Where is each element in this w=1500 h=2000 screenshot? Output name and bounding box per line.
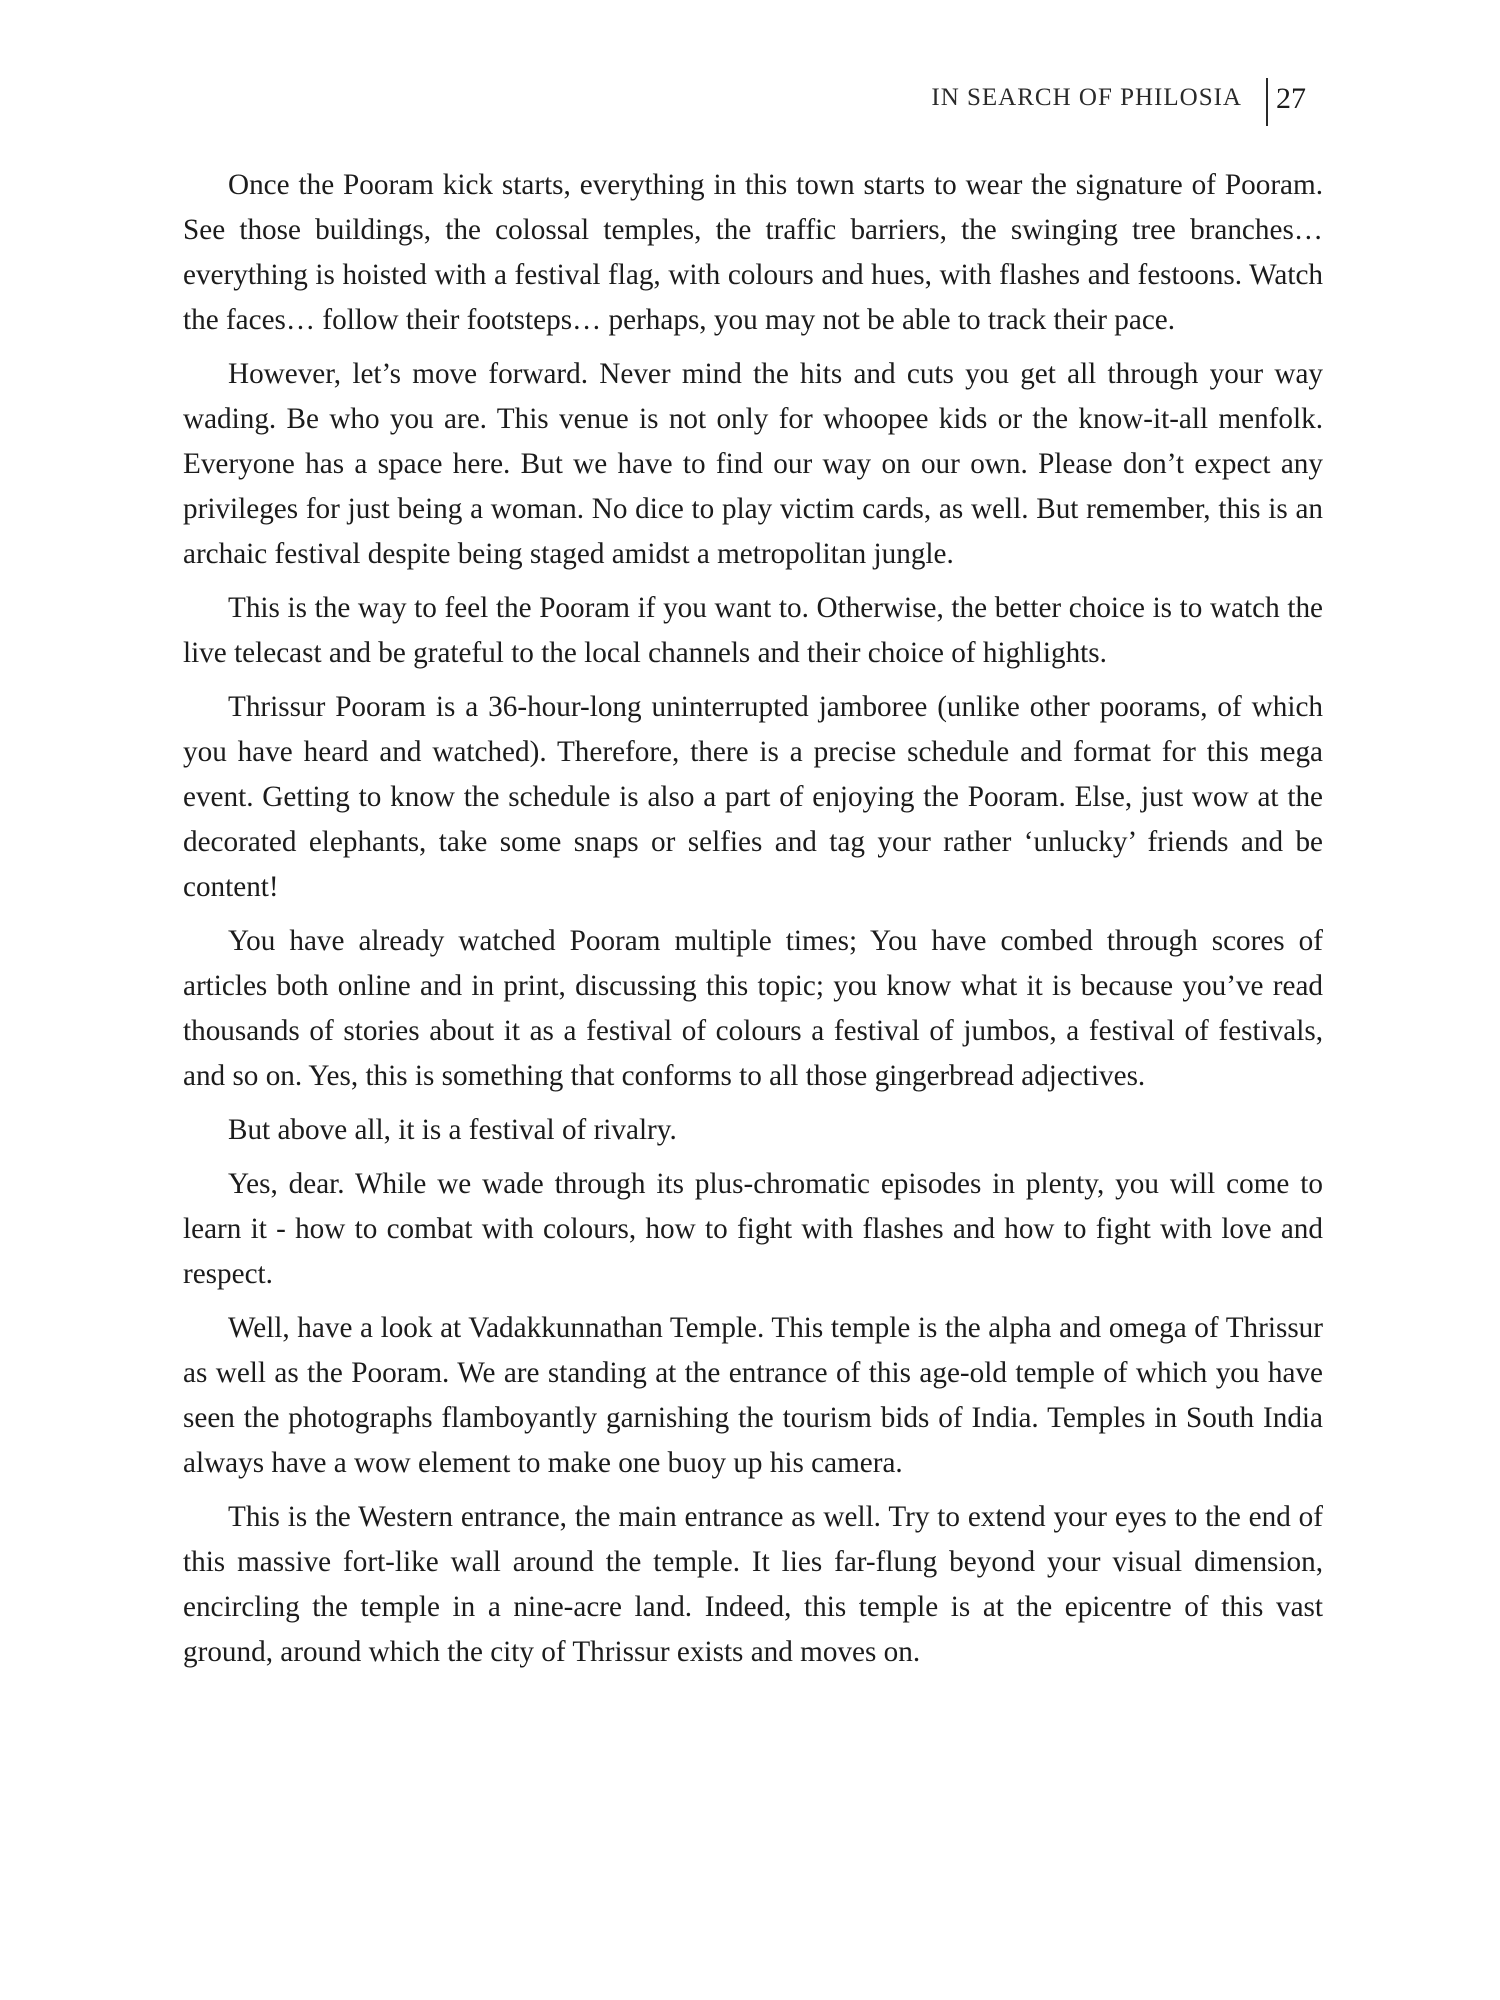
paragraph: Well, have a look at Vadakkunnathan Temple. This temple is the alpha and omega of Thrissur as well as the Pooram. We are standing at the entrance of this age-old temple of which you have seen the photographs flamboyantly garnishing the tourism bids of India. Temples in South India always have a wow element to make one buoy up his camera. — [183, 1312, 1323, 1479]
paragraph: You have already watched Pooram multiple times; You have combed through scores of articles both online and in print, discussing this topic; you know what it is because you’ve read thousands of stories about it as a festival of colours a festival of jumbos, a festival of festivals, and so on. Yes, this is something that conforms to all those gingerbread adjectives. — [183, 925, 1323, 1092]
body-text — [183, 163, 1323, 1684]
page-number: 27 — [1276, 82, 1306, 115]
running-title: IN SEARCH OF PHILOSIA — [931, 84, 1242, 111]
paragraph: This is the way to feel the Pooram if you want to. Otherwise, the better choice is to watch the live telecast and be grateful to the local channels and their choice of highlights. — [183, 592, 1323, 669]
paragraph: Once the Pooram kick starts, everything in this town starts to wear the signature of Pooram. See those buildings, the colossal temples, the traffic barriers, the swinging tree branches…everything is hoisted with a festival flag, with colours and hues, with flashes and festoons. Watch the faces… follow their footsteps… perhaps, you may not be able to track their pace. — [183, 169, 1323, 336]
paragraph: This is the Western entrance, the main entrance as well. Try to extend your eyes to the end of this massive fort-like wall around the temple. It lies far-flung beyond your visual dimension, encircling the temple in a nine-acre land. Indeed, this temple is at the epicentre of this vast ground, around which the city of Thrissur exists and moves on. — [183, 1501, 1323, 1668]
paragraph: But above all, it is a festival of rivalry. — [228, 1114, 677, 1146]
paragraph: Yes, dear. While we wade through its plus-chromatic episodes in plenty, you will come to learn it - how to combat with colours, how to fight with flashes and how to fight with love and respect. — [183, 1168, 1323, 1290]
header-divider — [1266, 78, 1268, 126]
page-header — [820, 78, 1320, 128]
paragraph: Thrissur Pooram is a 36-hour-long uninterrupted jamboree (unlike other poorams, of which you have heard and watched). Therefore, there is a precise schedule and format for this mega event. Getting to know the schedule is also a part of enjoying the Pooram. Else, just wow at the decorated elephants, take some snaps or selfies and tag your rather ‘unlucky’ friends and be content! — [183, 691, 1323, 903]
paragraph: However, let’s move forward. Never mind the hits and cuts you get all through your way wading. Be who you are. This venue is not only for whoopee kids or the know-it-all menfolk. Everyone has a space here. But we have to find our way on our own. Please don’t expect any privileges for just being a woman. No dice to play victim cards, as well. But remember, this is an archaic festival despite being staged amidst a metropolitan jungle. — [183, 358, 1323, 570]
